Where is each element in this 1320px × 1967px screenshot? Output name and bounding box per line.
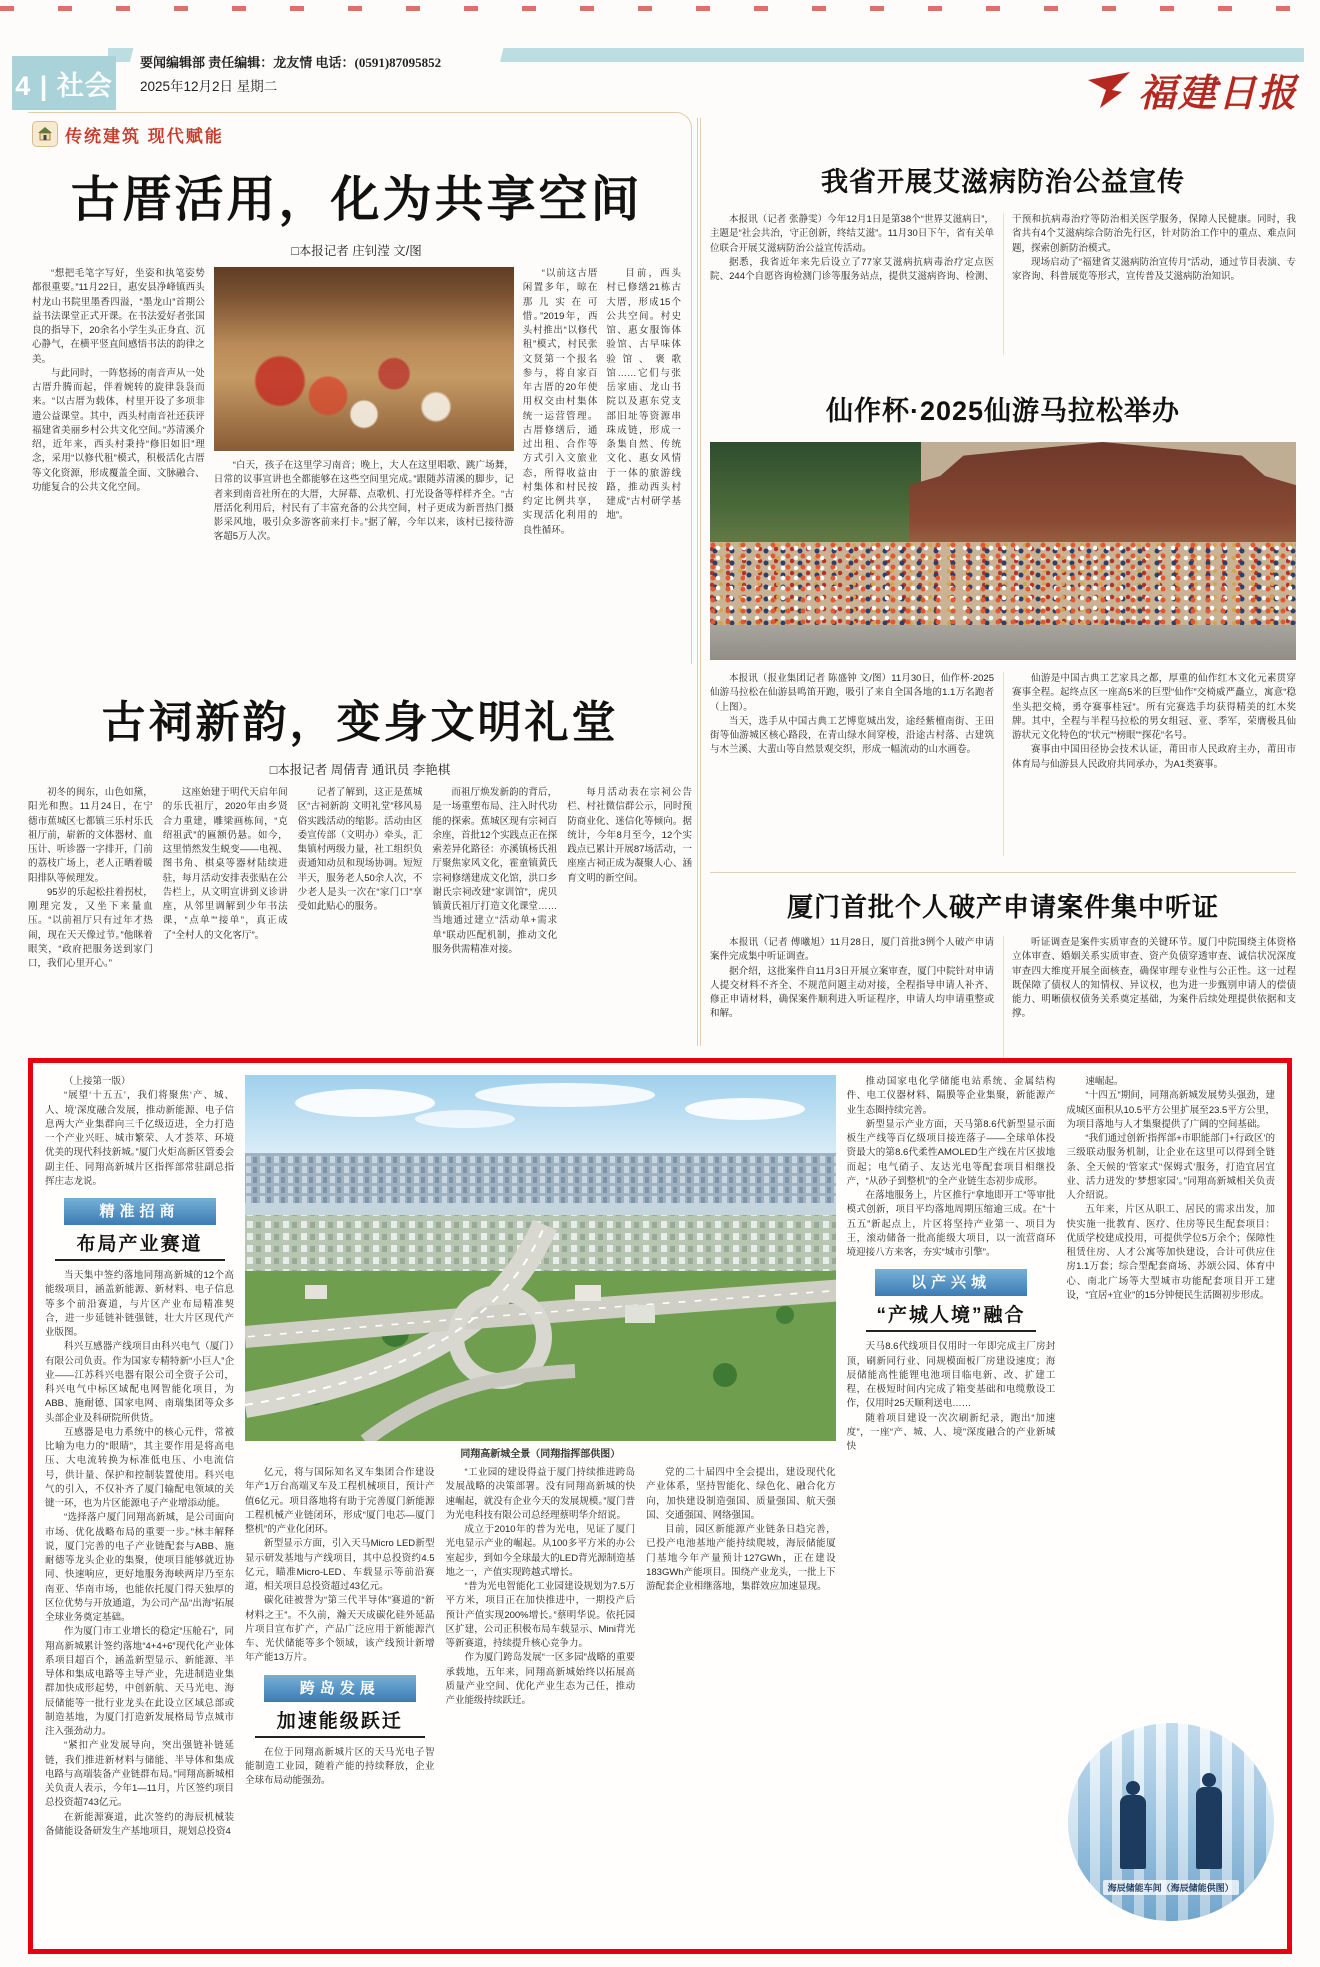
article1-byline: □本报记者 庄钊滢 文/图 xyxy=(291,244,422,258)
aids-body: 本报讯（记者 张静雯）今年12月1日是第38个“世界艾滋病日”，主题是“社会共治，守正创新，终结艾滋”。11月30日下午，省有关单位联合开展艾滋病防治公益宣传活动。 据悉，我省近年来先后设立了77家艾滋病抗病毒治疗定点医院、244个自愿咨询检测门诊等服务站点，提供艾滋病咨询、检测、干预和抗病毒治疗等防治相关医学服务，保障人民健康。同时，我省共有4个艾滋病综合防治先行区，针对防治工作中的重点、难点问题，探索创新防治模式。 现场启动了“福建省艾滋病防治宣传月”活动，通过节目表演、专家咨询、科普展览等形式，宣传普及艾滋病防治知识。 xyxy=(710,214,1296,282)
masthead-title: 福建日报 xyxy=(1137,73,1298,115)
right-column xyxy=(710,120,1296,1048)
feature-col1-body: 当天集中签约落地同翔高新城的12个高能级项目，涵盖新能源、新材料、电子信息等多个前沿赛道，与片区产业布局精准契合，进一步延链补链强链，壮大片区现代产业版图。 科兴互感器产线项目由科兴电气（厦门）有限公司负责。作为国家专精特新“小巨人”企业——江苏科兴电器有限公司全资子公司，科兴电气中标区域配电网智能化项目，为ABB、施耐德、国家电网、南瑞集团等众多头部企业及科研院所供货。 互感器是电力系统中的核心元件，常被比喻为电力的“眼睛”，其主要作用是将高电压、大电流转换为标准低电压、小电流信号，供计量、保护和控制装置使用。科兴电气的引入，不仅补齐了厦门输配电领域的关键一环，也为片区能源电子产业增添动能。 “选择落户厦门同翔高新城，是公司面向市场、优化战略布局的重要一步。”林丰解释说，厦门完善的电子产业链配套与ABB、施耐德等龙头企业的集聚，使项目能够就近协同、快速响应，更好地服务海峡两岸乃至东南亚、华南市场，也能依托厦门得天独厚的区位优势与开放通道，为公司产品“出海”拓展全球业务奠定基础。 作为厦门市工业增长的稳定“压舱石”，同翔高新城累计签约落地“4+4+6”现代化产业体系项目超百个，涵盖新型显示、新能源、半导体和集成电路等主导产业，先进制造业集群加快成形起势，中创新航、天马光电、海辰储能等一批行业龙头在此设立区域总部或制造基地，为厦门打造新发展格局节点城市注入强劲动力。 “紧扣产业发展导向，突出强链补链延链，我们推进新材料与储能、半导体和集成电路与高端装备产业链群布局。”同翔高新城相关负责人表示，今年1—11月，片区签约项目总投资超743亿元。 在新能源赛道，此次签约的海辰机械装备储能设备研发生产基地项目，规划总投资4 xyxy=(45,1270,234,1837)
marathon-photo-crowd xyxy=(710,542,1296,629)
feature-mid-columns xyxy=(245,1466,836,1939)
marathon-photo-trees xyxy=(710,442,921,555)
column-divider xyxy=(697,118,701,1046)
section1-badge: 精准招商 xyxy=(64,1198,216,1225)
aids-title: 我省开展艾滋病防治公益宣传 xyxy=(821,167,1185,197)
feature-mid-col1 xyxy=(245,1466,435,1939)
section3-heading: “产城人境”融合 xyxy=(866,1300,1036,1332)
feature-col4-body: 推动国家电化学储能电站系统、金属结构件、电工仪器材料、隔膜等企业集聚，新能源产业生态圈持续完善。 新型显示产业方面，天马第8.6代新型显示面板生产线等百亿级项目接连落子——全球单体投资最大的第8.6代柔性AMOLED生产线在片区拔地而起；电气硝子、友达光电等配套项目相继投产，“从砂子到整机”的全产业链生态初步成形。 在落地服务上，片区推行“拿地即开工”等审批模式创新，项目平均落地周期压缩逾三成。在“十五五”新起点上，片区将坚持产业第一、项目为王，滚动储备一批高能级大项目，以一流营商环境迎接八方来客，夯实“城市引擎”。 xyxy=(846,1076,1056,1258)
feature-mid-col3: 党的二十届四中全会提出，建设现代化产业体系，坚持智能化、绿色化、融合化方向，加快建设制造强国、质量强国、航天强国、交通强国、网络强国。 目前，园区新能源产业链条日趋完善，已投产电池基地产能持续爬坡，海辰储能厦门基地今年产量预计127GWh，正在建设183GWh产能项目。围绕产业龙头，一批上下游配套企业相继落地，集群效应加速显现。 xyxy=(646,1467,836,1592)
aerial-city-photo xyxy=(245,1075,836,1441)
feature-col4-body2: 天马8.6代线项目仅用时一年即完成主厂房封顶，刷新同行业、同规模面板厂房建设速度；海辰储能高性能锂电池项目临电新、改、扩建工程，在极短时间内完成了箱变基础和电缆敷设工作，仅用时25天顺利送电…… 随着项目建设一次次刷新纪录，跑出“加速度”，一座“产、城、人、境”深度融合的产业新城快 xyxy=(846,1341,1056,1452)
marathon-photo-road xyxy=(710,625,1296,660)
section1-heading: 布局产业赛道 xyxy=(55,1229,225,1261)
dept-line: 要闻编辑部 责任编辑：龙友情 电话：(0591)87095852 xyxy=(140,55,442,70)
article1-mid-text: “白天，孩子在这里学习南音；晚上，大人在这里唱歌、跳广场舞，日常的议事宣讲也全都能够在这些空间里完成。”跟随苏清溪的脚步，记者来到南音社所在的大厝，大屏幕、点歌机、打光设备等样样齐全。“古厝活化利用后，村民有了丰富充备的公共空间，村子更成为新晋热门摄影采风地，吸引众多游客前来打卡。”据了解，今年以来，该村已接待游客超5万人次。 xyxy=(213,460,514,543)
feature-col4 xyxy=(847,1075,1056,1939)
page-section-label: 4 | 社会 xyxy=(12,56,116,110)
article1-mid xyxy=(214,267,514,687)
article2-title: 古祠新韵，变身文明礼堂 xyxy=(101,698,619,747)
article1-col1: “想把毛笔字写好，坐姿和执笔姿势都很重要。”11月22日，惠安县净峰镇西头村龙山书院里墨香四溢，“墨龙山”首期公益书法课堂正式开课。在书法爱好者张国良的指导下，20余名小学生头正身直、沉心静气，在横平竖直间感悟书法的韵律之美。 与此同时，一阵悠扬的南音声从一处古厝升腾而起，伴着婉转的旋律袅袅而来。“以古厝为载体，村里开设了多项非遗公益课堂。其中，西头村南音社还获评福建省美丽乡村公共文化空间。”苏清溪介绍，近年来，西头村秉持“修旧如旧”理念，采用“以修代租”模式，积极活化古厝等文化资源，形成覆盖全面、文脉融合、功能复合的公共文化空间。 xyxy=(32,268,205,493)
article2-col5: 每月活动表在宗祠公告栏、村社微信群公示，同时预防商业化、迷信化等倾向。据统计，今年8月至今，12个实践点已累计开展87场活动，一座座古祠正成为凝聚人心、涵育文明的新空间。 xyxy=(567,787,692,884)
feature-box xyxy=(28,1058,1292,1954)
article1-col4: 目前，西头村已修缮21栋古大厝，形成15个公共空间。村史馆、惠女服饰体验馆、古早味体验馆、褒歌馆……它们与张岳家庙、龙山书院以及惠东党支部旧址等资源串珠成链，形成一条集自然、传统文化、惠女风情于一体的旅游线路，推动西头村建成“古村研学基地”。 xyxy=(606,268,681,522)
worker-silhouette xyxy=(1196,1787,1222,1869)
marathon-body: 本报讯（报业集团记者 陈盛钟 文/图）11月30日，仙作杯·2025仙游马拉松在仙游县鸣笛开跑，吸引了来自全国各地的1.1万名跑者（上图）。 当天，选手从中国古典工艺博览城出发，途经紫檀南街、王田街等仙游城区核心路段，在青山绿水间穿梭，沿途古村落、古建筑与木兰溪、大蜚山等自然景观交织，形成一幅流动的山水画卷。 仙游是中国古典工艺家具之都，厚重的仙作红木文化元素贯穿赛事全程。起终点区一座高5米的巨型“仙作”交椅威严矗立，寓意“稳坐头把交椅，勇夺赛事桂冠”。所有完赛选手均获得精美的红木奖牌。其中，全程与半程马拉松的男女组冠、亚、季军，荣膺极具仙游状元文化特色的“状元”“榜眼”“探花”名号。 赛事由中国田径协会技术认证，莆田市人民政府主办，莆田市体育局与仙游县人民政府共同承办，为A1类赛事。 xyxy=(710,673,1296,770)
feature-col1 xyxy=(45,1075,234,1939)
article1-col3: “以前这古厝闲置多年，晾在那儿实在可惜。”2019年，西头村推出“以修代租”模式，村民张文贤第一个报名参与，将自家百年古厝的20年使用权交由村集体统一运营管理。古厝修缮后，通过出租、合作等方式引入文旅业态，所得收益由村集体和村民按约定比例共享，实现活化利用的良性循环。 xyxy=(522,268,598,536)
feature-center xyxy=(245,1075,836,1939)
article1-title: 古厝活用，化为共享空间 xyxy=(70,173,643,227)
article2-col1: 初冬的闽东，山色如黛，阳光和煦。11月24日，在宁德市蕉城区七都镇三乐村乐氏祖厅前，崭新的文体器材、血压计、听诊器一字排开，门前的荔枝广场上，老人正晒着暖阳排队等候理发。 95岁的乐起松拄着拐杖，刚理完发，又坐下来量血压。“以前祖厅只有过年才热闹，现在天天像过节。”他眯着眼笑，“政府把服务送到家门口，我们心里开心。” xyxy=(28,787,153,969)
article2-col2: 这座始建于明代天启年间的乐氏祖厅，2020年由乡贤合力重建，雕梁画栋间，“克绍祖武”的匾额仍悬。如今，这里悄然发生蜕变——电视、图书角、棋桌等器材陆续进驻，每月活动安排表张贴在公告栏上，从文明宣讲到义诊讲座，从邻里调解到少年书法课，“点单”“接单”，真正成了“全村人的文化客厅”。 xyxy=(162,787,288,941)
marathon-photo xyxy=(710,442,1296,660)
editor-info xyxy=(140,52,540,95)
article-tag-row xyxy=(32,121,681,147)
article2-col3: 记者了解到，这正是蕉城区“古祠新韵 文明礼堂”移风易俗实践活动的缩影。活动由区委宣传部（文明办）牵头，汇集镇村两级力量，社工组织负责通知动员和现场协调。短短半天，服务老人50余人次，不少老人是头一次在“家门口”享受如此贴心的服务。 xyxy=(297,787,423,912)
section3-badge: 以产兴城 xyxy=(875,1269,1027,1296)
battery-workshop-photo xyxy=(1068,1723,1274,1921)
feature-mid-col2: “工业园的建设得益于厦门持续推进跨岛发展战略的决策部署。没有同翔高新城的快速崛起，就没有企业今天的发展规模。”厦门普为光电科技有限公司总经理蔡明华介绍说。 成立于2010年的普为光电，见证了厦门光电显示产业的崛起。从100多平方米的办公室起步，到如今全球最大的LED背光源制造基地之一，产值实现跨越式增长。 “普为光电智能化工业园建设规划为7.5万平方米，项目正在加快推进中，一期投产后预计产值实现200%增长。”蔡明华说。依托园区扩建，公司正积极布局车载显示、Mini背光等新赛道，持续提升核心竞争力。 作为厦门跨岛发展“一区多园”战略的重要承载地，五年来，同翔高新城始终以拓展高质量产业空间、优化产业生态为己任，推动产业能级持续跃迁。 xyxy=(445,1467,636,1706)
aerial-photo-caption: 同翔高新城全景（同翔指挥部供图） xyxy=(460,1449,621,1460)
article2-col4: 而祖厅焕发新韵的背后，是一场重塑布局、注入时代功能的探索。蕉城区现有宗祠百余座，首批12个实践点正在探索差异化路径：亦溪镇杨氏祖厅聚焦家风文化，霍童镇黄氏宗祠修缮建成文化馆，洪口乡谢氏宗祠改建“家训馆”，虎贝镇黄氏祖厅打造文化课堂……当地通过建立“活动单+需求单”联动匹配机制，推动文化服务供需精准对接。 xyxy=(432,787,558,955)
article2-body xyxy=(28,786,692,1048)
article2-byline: □本报记者 周倩青 通讯员 李艳棋 xyxy=(269,763,451,777)
worker-silhouette xyxy=(1120,1795,1146,1869)
bankruptcy-body: 本报讯（记者 傅曦旭）11月28日，厦门首批3例个人破产申请案件完成集中听证调查。 据介绍，这批案件自11月3日开展立案审查，厦门中院针对申请人提交材料不齐全、不规范问题主动对接，全程指导申请人补齐、修正申请材料，确保案件顺利进入听证程序，申请人均申请重整或和解。 听证调查是案件实质审查的关键环节。厦门中院围绕主体资格立体审查、婚姻关系实质审查、资产负债穿透审查、诚信状况深度审查四大维度开展全面核查，确保审理专业性与公正性。这一过程既保障了债权人的知情权、异议权，也为进一步甄别申请人的偿债能力、明晰债权债务关系奠定基础，为案件后续处理提供依据和支撑。 xyxy=(710,937,1296,1020)
house-icon xyxy=(32,121,58,147)
article-guchuo xyxy=(28,112,692,664)
bankruptcy-title: 厦门首批个人破产申请案件集中听证 xyxy=(786,892,1219,922)
marathon-title: 仙作杯·2025仙游马拉松举办 xyxy=(825,396,1181,426)
masthead-bird-icon xyxy=(1086,70,1132,110)
registration-marks xyxy=(0,6,1320,11)
feature-lead: （上接第一版） “展望‘十五五’，我们将聚焦‘产、城、人、境’深度融合发展，推动新能源、电子信息两大产业集群向三千亿级迈进，全力打造一个产业兴旺、城市繁荣、人才荟萃、环境优美的现代科技新城。”厦门火炬高新区管委会副主任、同翔高新城片区指挥部常驻副总指挥庄志龙说。 xyxy=(45,1076,234,1187)
article-guci xyxy=(28,672,692,1046)
feature-col5-body: 速崛起。 “十四五”期间，同翔高新城发展势头强劲，建成城区面积从10.5平方公里扩展至23.5平方公里，为项目落地与人才集聚提供了广阔的空间基础。 “我们通过创新‘指挥部+市职能部门+行政区’的三级联动服务机制，让企业在这里可以得到全链条、全天候的‘管家式’‘保姆式’服务，打造宜居宜业、活力迸发的‘梦想家园’。”同翔高新城相关负责人介绍说。 五年来，片区从职工、居民的需求出发，加快实施一批教育、医疗、住房等民生配套项目：优质学校建成投用，可提供学位5万余个；保障性租赁住房、人才公寓等加快建设，合计可供应住房1.1万套；综合型配套商场、苏颂公园、体育中心、南北广场等大型城市功能配套项目开工建设，“宜居+宜业”的15分钟便民生活圈初步形成。 xyxy=(1066,1076,1275,1301)
date-line: 2025年12月2日 星期二 xyxy=(140,79,278,94)
workshop-photo-caption: 海辰储能车间（海辰储能供图） xyxy=(1103,1880,1239,1895)
marathon-photo-temple xyxy=(909,442,1296,555)
feature-mid1-text: 亿元，将与国际知名叉车集团合作建设年产1万台高端叉车及工程机械项目，预计产值6亿元。项目落地将有助于完善厦门新能源工程机械产业链闭环，形成“厦门电芯—厦门整机”的产业化闭环。 新型显示方面，引入天马Micro LED新型显示研发基地与产线项目，其中总投资约4.5亿元，瞄准Micro-LED、车载显示等前沿赛道，相关项目总投资超过43亿元。 碳化硅被誉为“第三代半导体”赛道的“新材料之王”。不久前，瀚天天成碳化硅外延晶片项目宣布扩产，产品广泛应用于新能源汽车、光伏储能等多个领域，该产线预计新增年产能13万片。 xyxy=(245,1467,435,1664)
article1-body xyxy=(32,267,681,687)
calligraphy-class-photo xyxy=(214,267,514,451)
masthead xyxy=(1086,62,1298,117)
article-tag: 传统建筑 现代赋能 xyxy=(65,126,224,146)
section2-badge: 跨岛发展 xyxy=(264,1675,416,1702)
section2-heading: 加速能级跃迁 xyxy=(255,1706,425,1738)
feature-col5 xyxy=(1066,1075,1275,1939)
article-rule xyxy=(710,872,1296,873)
feature-mid1-text2: 在位于同翔高新城片区的天马光电子智能制造工业园，随着产能的持续释放，企业全球布局动能强劲。 xyxy=(245,1746,435,1786)
